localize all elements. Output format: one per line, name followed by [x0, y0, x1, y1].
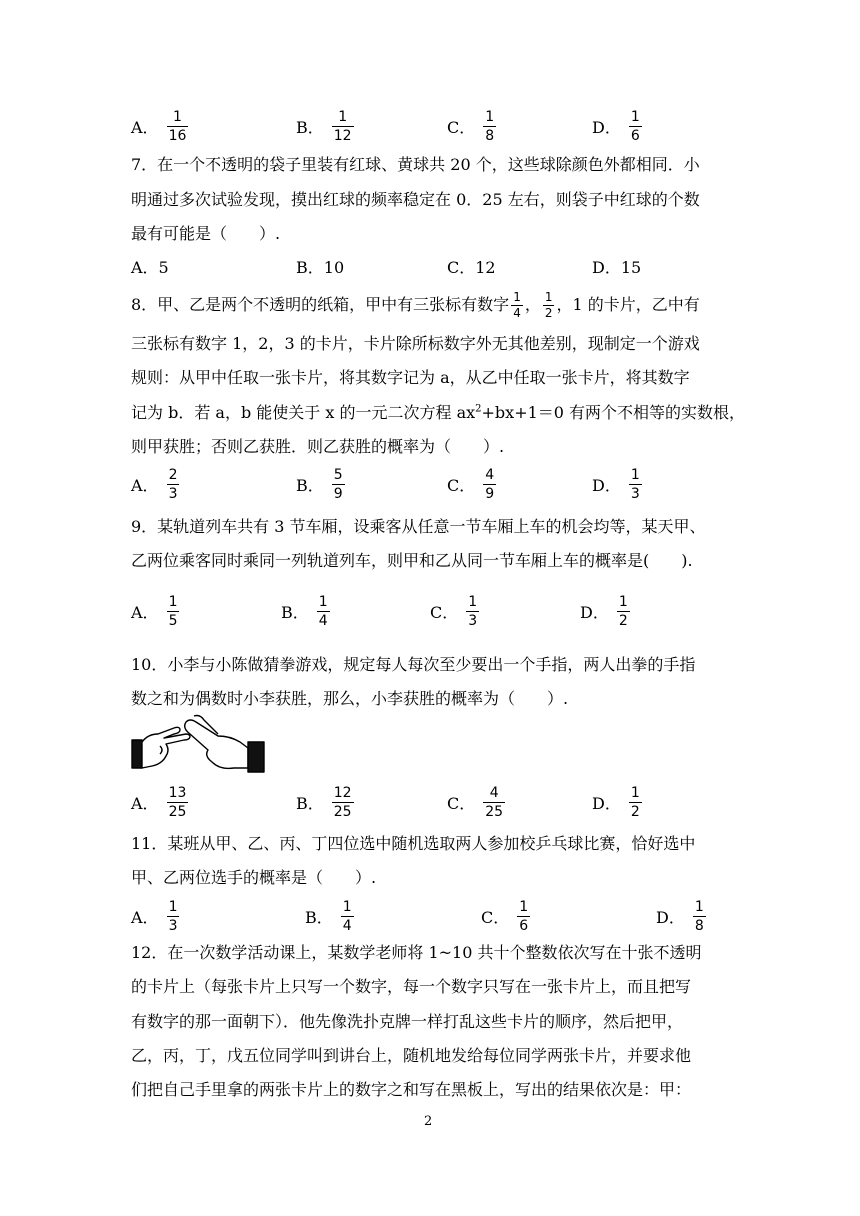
q7-line-3: 最有可能是（ ）. — [131, 224, 281, 243]
q11-option-d: D． $\frac{1}{8}$ — [656, 898, 704, 934]
q8-line-4: 记为 b．若 a，b 能使关于 x 的一元二次方程 $ax^2+bx+1=0$ 有两个不相等的实数根， — [131, 403, 746, 422]
page-number: 2 — [424, 1114, 433, 1129]
q10-option-a: A． $\frac{13}{25}$ — [131, 784, 187, 820]
fraction: $\frac{12}{25}$ — [333, 784, 352, 820]
fraction: $\frac{1}{6}$ — [519, 898, 529, 934]
q12-line-4: 乙，丙，丁，戊五位同学叫到讲台上，随机地发给每位同学两张卡片，并要求他 — [131, 1046, 692, 1065]
q8-line-2: 三张标有数字 1，2，3 的卡片，卡片除所标数字外无其他差别，现制定一个游戏 — [131, 334, 700, 353]
fraction: $\frac{1}{5}$ — [168, 593, 178, 629]
q8-line-5: 则甲获胜；否则乙获胜．则乙获胜的概率为（ ）. — [131, 437, 505, 456]
hands-illustration — [130, 712, 270, 774]
q11-option-c: C． $\frac{1}{6}$ — [481, 898, 529, 934]
q10-option-b: B． $\frac{12}{25}$ — [296, 784, 352, 820]
q8-option-c: C． $\frac{4}{9}$ — [447, 466, 495, 502]
q7-line-2: 明通过多次试验发现，摸出红球的频率稳定在 0．25 左右，则袋子中红球的个数 — [131, 190, 700, 209]
q12-line-1: 12．在一次数学活动课上，某数学老师将 1~10 共十个整数依次写在十张不透明 — [131, 943, 702, 962]
q9-line-1: 9．某轨道列车共有 3 节车厢，设乘客从任意一节车厢上车的机会均等，某天甲、 — [131, 517, 706, 536]
q8-line-3: 规则：从甲中任取一张卡片，将其数字记为 a，从乙中任取一张卡片，将其数字 — [131, 368, 690, 387]
left-hand-icon — [132, 727, 190, 768]
fraction: $\frac{1}{12}$ — [333, 108, 352, 144]
fraction: $\frac{13}{25}$ — [168, 784, 187, 820]
fraction: $\frac{1}{16}$ — [168, 108, 187, 144]
fraction: $\frac{2}{3}$ — [168, 466, 178, 502]
fraction: $\frac{1}{2}$ — [544, 289, 553, 320]
fraction: $\frac{1}{4}$ — [513, 289, 521, 320]
right-hand-icon — [185, 716, 264, 773]
q8-option-a: A． $\frac{2}{3}$ — [131, 466, 178, 502]
fraction: $\frac{1}{2}$ — [630, 784, 640, 820]
q11-option-a: A． $\frac{1}{3}$ — [131, 898, 178, 934]
q6-option-c: C． $\frac{1}{8}$ — [447, 108, 495, 144]
q7-option-b: B．10 — [296, 258, 345, 277]
q10-option-d: D． $\frac{1}{2}$ — [592, 784, 640, 820]
fraction: $\frac{1}{4}$ — [318, 593, 328, 629]
q9-option-d: D． $\frac{1}{2}$ — [580, 593, 628, 629]
q10-option-c: C． $\frac{4}{25}$ — [447, 784, 504, 820]
q10-line-1: 10．小李与小陈做猜拳游戏，规定每人每次至少要出一个手指，两人出拳的手指 — [131, 655, 696, 674]
q7-option-d: D．15 — [592, 258, 642, 277]
q8-option-b: B． $\frac{5}{9}$ — [296, 466, 343, 502]
q9-line-2: 乙两位乘客同时乘同一列轨道列车，则甲和乙从同一节车厢上车的概率是( ). — [131, 551, 693, 570]
q11-line-2: 甲、乙两位选手的概率是（ ）. — [131, 868, 377, 887]
fraction: $\frac{1}{8}$ — [694, 898, 704, 934]
q9-option-c: C． $\frac{1}{3}$ — [430, 593, 478, 629]
fraction: $\frac{1}{4}$ — [342, 898, 352, 934]
q6-option-b: B． $\frac{1}{12}$ — [296, 108, 352, 144]
q12-line-2: 的卡片上（每张卡片上只写一个数字，每一个数字只写在一张卡片上，而且把写 — [131, 977, 692, 996]
fraction: $\frac{1}{6}$ — [630, 108, 640, 144]
q9-option-b: B． $\frac{1}{4}$ — [281, 593, 328, 629]
q8-line-1: 8．甲、乙是两个不透明的纸箱，甲中有三张标有数字 $\frac{1}{4}$ ， $\frac{1}{2}$ ，1 的卡片，乙中有 — [131, 289, 700, 320]
q11-line-1: 11．某班从甲、乙、丙、丁四位选中随机选取两人参加校乒乓球比赛，恰好选中 — [131, 834, 696, 853]
q7-option-c: C．12 — [447, 258, 496, 277]
q11-option-b: B． $\frac{1}{4}$ — [305, 898, 352, 934]
fraction: $\frac{5}{9}$ — [333, 466, 343, 502]
q8-option-d: D． $\frac{1}{3}$ — [592, 466, 640, 502]
q9-option-a: A． $\frac{1}{5}$ — [131, 593, 178, 629]
fraction: $\frac{1}{3}$ — [630, 466, 640, 502]
q12-line-3: 有数字的那一面朝下）．他先像洗扑克牌一样打乱这些卡片的顺序，然后把甲， — [131, 1012, 684, 1031]
fraction: $\frac{4}{25}$ — [485, 784, 504, 820]
q6-option-a: A． $\frac{1}{16}$ — [131, 108, 187, 144]
fraction: $\frac{1}{3}$ — [168, 898, 178, 934]
fraction: $\frac{1}{3}$ — [468, 593, 478, 629]
q6-option-d: D． $\frac{1}{6}$ — [592, 108, 640, 144]
q12-line-5: 们把自己手里拿的两张卡片上的数字之和写在黑板上，写出的结果依次是：甲： — [131, 1080, 692, 1099]
fraction: $\frac{1}{2}$ — [618, 593, 628, 629]
fraction: $\frac{1}{8}$ — [485, 108, 495, 144]
q10-line-2: 数之和为偶数时小李获胜，那么，小李获胜的概率为（ ）. — [131, 689, 569, 708]
q7-line-1: 7．在一个不透明的袋子里装有红球、黄球共 20 个，这些球除颜色外都相同．小 — [131, 155, 700, 174]
fraction: $\frac{4}{9}$ — [485, 466, 495, 502]
q7-option-a: A．5 — [131, 258, 169, 277]
